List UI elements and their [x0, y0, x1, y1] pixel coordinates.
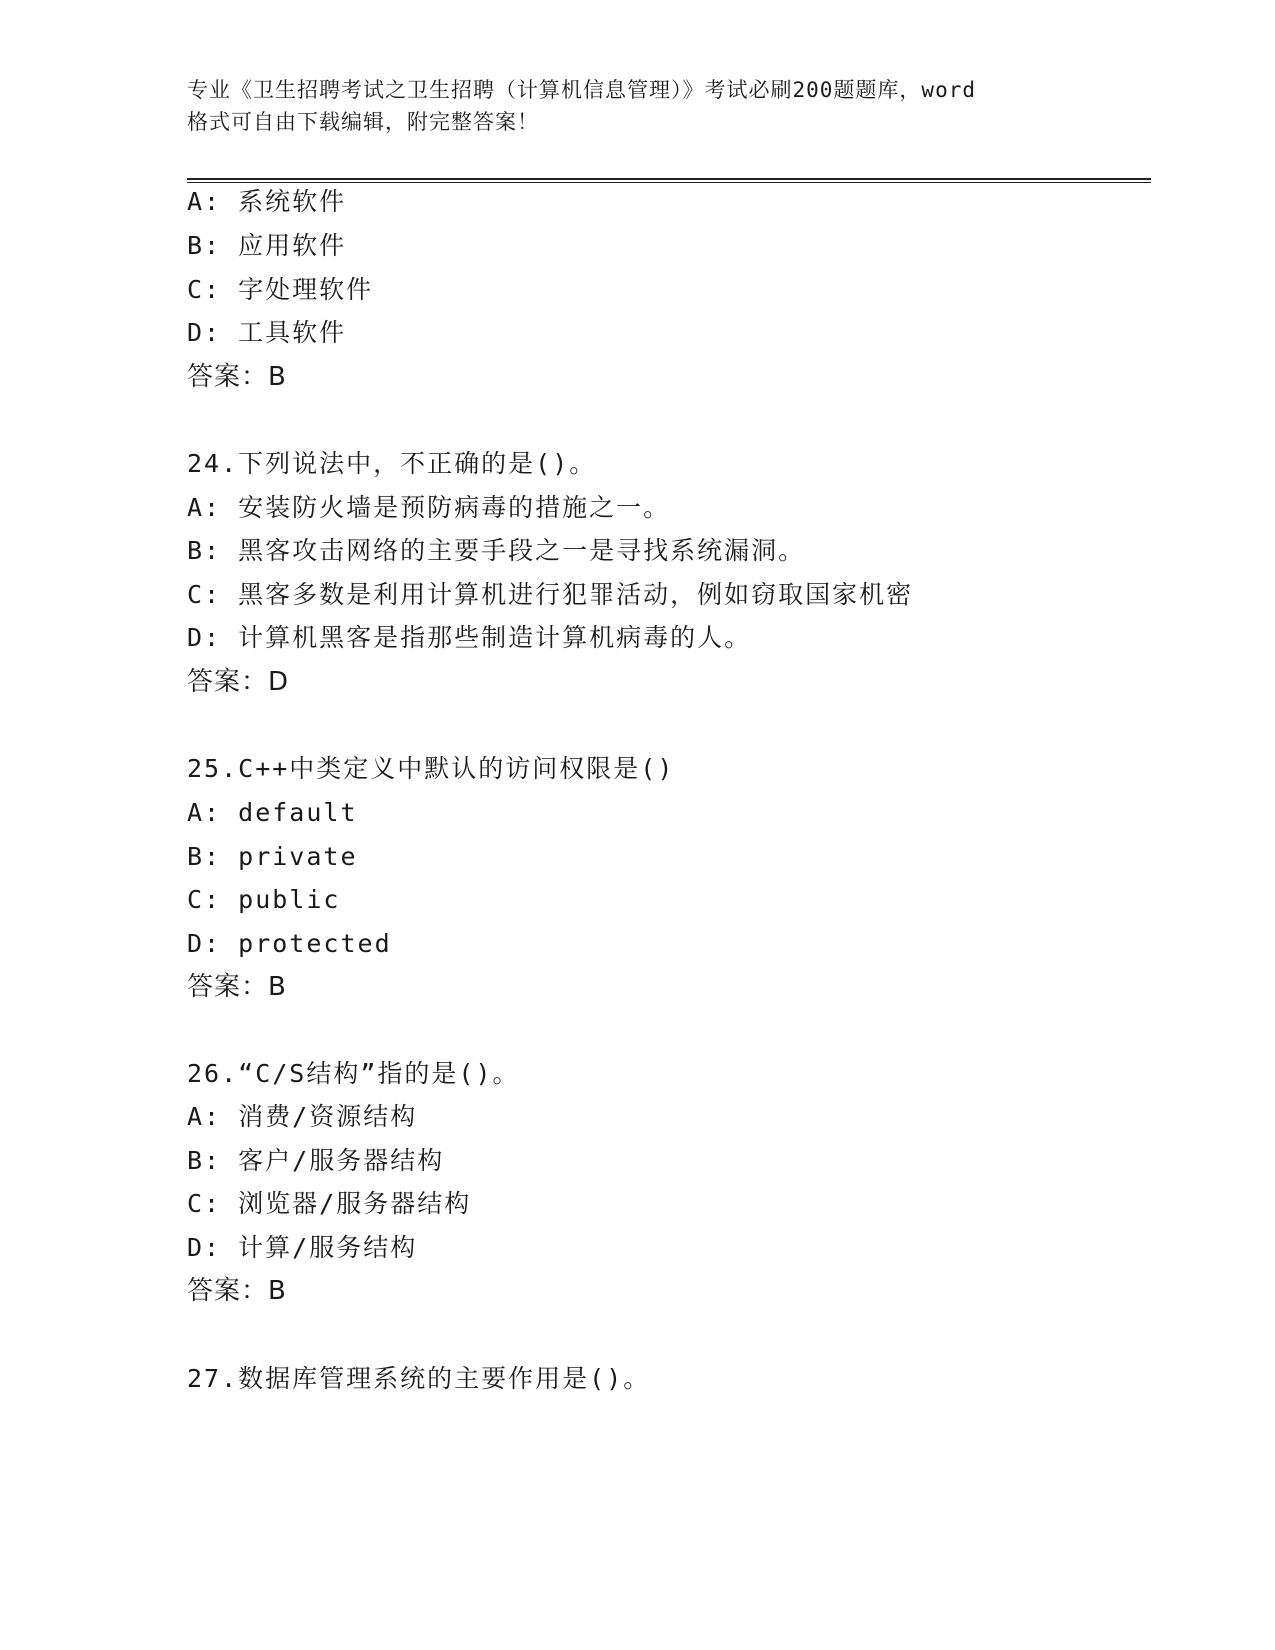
header-divider	[187, 178, 1151, 183]
q25-option-b: B: private	[187, 842, 358, 871]
q24-option-a: A: 安装防火墙是预防病毒的措施之一。	[187, 493, 671, 522]
q26-option-c: C: 浏览器/服务器结构	[187, 1189, 472, 1218]
q26-option-d: D: 计算/服务结构	[187, 1233, 418, 1262]
q24-answer: 答案：D	[187, 667, 290, 697]
q26-question: 26.“C/S结构”指的是()。	[187, 1059, 520, 1088]
q23-option-a: A: 系统软件	[187, 187, 347, 216]
q24-option-c: C: 黑客多数是利用计算机进行犯罪活动，例如窃取国家机密	[187, 580, 914, 609]
q23-answer: 答案：B	[187, 362, 287, 392]
q26-option-a: A: 消费/资源结构	[187, 1102, 418, 1131]
document-header	[187, 74, 1087, 138]
q23-option-c: C: 字处理软件	[187, 275, 374, 304]
q24-option-b: B: 黑客攻击网络的主要手段之一是寻找系统漏洞。	[187, 536, 806, 565]
q27-question: 27.数据库管理系统的主要作用是()。	[187, 1364, 651, 1393]
q25-option-d: D: protected	[187, 929, 392, 958]
q23-option-b: B: 应用软件	[187, 231, 347, 260]
header-title-line-2: 格式可自由下载编辑，附完整答案！	[187, 110, 539, 134]
q26-answer: 答案：B	[187, 1276, 287, 1306]
q26-option-b: B: 客户/服务器结构	[187, 1146, 445, 1175]
q25-question: 25.C++中类定义中默认的访问权限是()	[187, 754, 675, 783]
q25-answer: 答案：B	[187, 972, 287, 1002]
header-title-line-1: 专业《卫生招聘考试之卫生招聘（计算机信息管理）》考试必刷200题题库，word	[187, 78, 976, 102]
q24-option-d: D: 计算机黑客是指那些制造计算机病毒的人。	[187, 623, 752, 652]
q25-option-a: A: default	[187, 798, 358, 827]
q24-question: 24.下列说法中，不正确的是()。	[187, 449, 597, 478]
q23-option-d: D: 工具软件	[187, 318, 347, 347]
q25-option-c: C: public	[187, 885, 341, 914]
